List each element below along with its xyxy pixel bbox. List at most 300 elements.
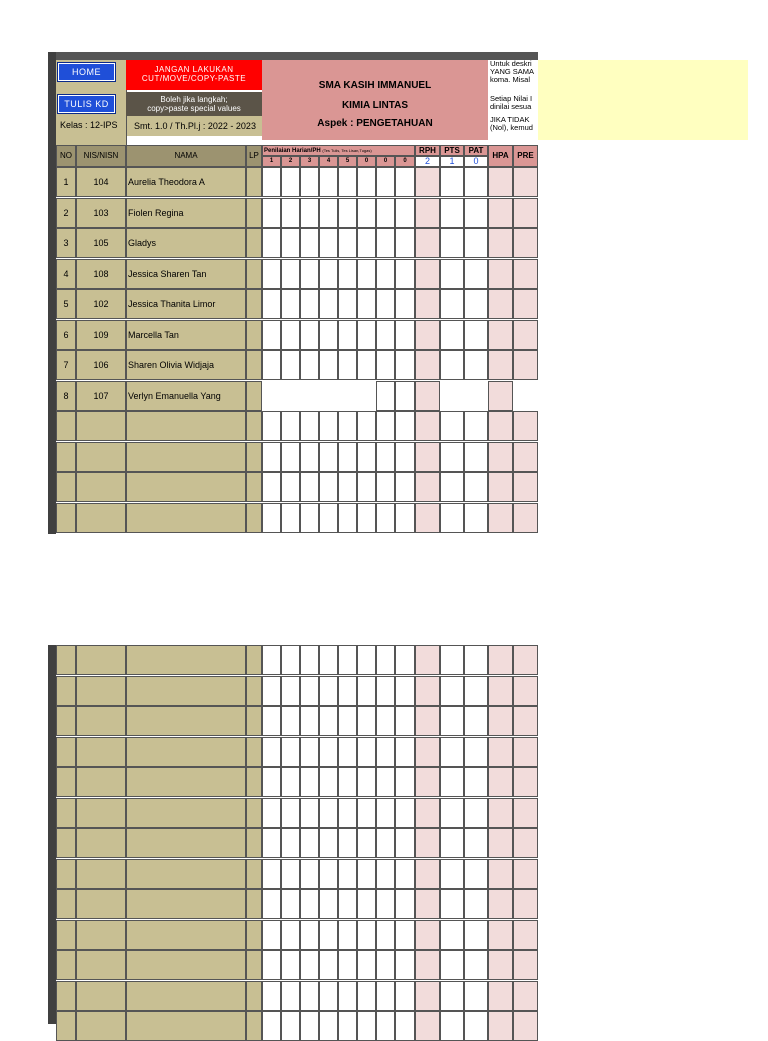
cell-lp[interactable] (246, 798, 262, 828)
cell-pat[interactable] (464, 259, 488, 289)
cell-no[interactable] (56, 889, 76, 919)
cell-ph-score[interactable] (338, 828, 357, 858)
cell-ph-score[interactable] (338, 350, 357, 380)
cell-pre[interactable] (513, 737, 538, 767)
cell-ph-score[interactable] (357, 289, 376, 319)
cell-pat[interactable] (464, 950, 488, 980)
cell-pre[interactable] (513, 767, 538, 797)
cell-ph-score[interactable] (357, 442, 376, 472)
cell-hpa[interactable] (488, 981, 513, 1011)
cell-ph-score[interactable] (395, 767, 415, 797)
cell-no[interactable] (56, 767, 76, 797)
cell-pre[interactable] (513, 676, 538, 706)
cell-ph-score[interactable] (395, 920, 415, 950)
cell-ph-score[interactable] (319, 167, 338, 197)
cell-ph-score[interactable] (300, 289, 319, 319)
cell-nis[interactable]: 102 (76, 289, 126, 319)
cell-ph-score[interactable] (357, 503, 376, 533)
cell-pat[interactable] (464, 350, 488, 380)
cell-pts[interactable] (440, 889, 464, 919)
cell-ph-score[interactable] (262, 676, 281, 706)
cell-pts[interactable] (440, 676, 464, 706)
cell-ph-score[interactable] (262, 889, 281, 919)
cell-nama[interactable]: Sharen Olivia Widjaja (126, 350, 246, 380)
cell-pre[interactable] (513, 503, 538, 533)
cell-pat[interactable] (464, 503, 488, 533)
cell-ph-score[interactable] (319, 1011, 338, 1041)
cell-nis[interactable]: 108 (76, 259, 126, 289)
cell-ph-score[interactable] (357, 706, 376, 736)
cell-ph-score[interactable] (357, 859, 376, 889)
cell-nama[interactable] (126, 767, 246, 797)
cell-nis[interactable] (76, 645, 126, 675)
cell-ph-score[interactable] (338, 503, 357, 533)
cell-ph-score[interactable] (338, 442, 357, 472)
cell-ph-score[interactable] (357, 950, 376, 980)
cell-ph-score[interactable] (357, 645, 376, 675)
cell-ph-score[interactable] (395, 320, 415, 350)
cell-hpa[interactable] (488, 442, 513, 472)
cell-ph-score[interactable] (395, 676, 415, 706)
cell-lp[interactable] (246, 1011, 262, 1041)
pat-weight[interactable]: 0 (464, 156, 488, 167)
cell-ph-score[interactable] (300, 442, 319, 472)
cell-ph-score[interactable] (357, 920, 376, 950)
cell-ph-score[interactable] (357, 167, 376, 197)
cell-ph-score[interactable] (376, 828, 395, 858)
cell-nama[interactable] (126, 981, 246, 1011)
cell-ph-score[interactable] (281, 706, 300, 736)
cell-ph-score[interactable] (281, 828, 300, 858)
cell-rph[interactable] (415, 737, 440, 767)
cell-ph-score[interactable] (319, 981, 338, 1011)
cell-pre[interactable] (513, 828, 538, 858)
cell-lp[interactable] (246, 350, 262, 380)
cell-nama[interactable] (126, 411, 246, 441)
cell-ph-score[interactable] (357, 798, 376, 828)
cell-nis[interactable] (76, 859, 126, 889)
cell-lp[interactable] (246, 472, 262, 502)
cell-nis[interactable] (76, 920, 126, 950)
cell-ph-score[interactable] (300, 767, 319, 797)
cell-ph-score[interactable] (395, 228, 415, 258)
cell-ph-score[interactable] (376, 503, 395, 533)
cell-ph-score[interactable] (262, 198, 281, 228)
cell-ph-score[interactable] (262, 767, 281, 797)
cell-pts[interactable] (440, 259, 464, 289)
cell-pat[interactable] (464, 798, 488, 828)
cell-ph-score[interactable] (395, 472, 415, 502)
cell-ph-score[interactable] (262, 320, 281, 350)
cell-ph-score[interactable] (395, 503, 415, 533)
cell-ph-score[interactable] (262, 259, 281, 289)
cell-ph-score[interactable] (338, 259, 357, 289)
cell-pts[interactable] (440, 950, 464, 980)
cell-ph-score[interactable] (319, 411, 338, 441)
cell-ph-score[interactable] (319, 920, 338, 950)
cell-ph-score[interactable] (281, 259, 300, 289)
cell-rph[interactable] (415, 1011, 440, 1041)
cell-pts[interactable] (440, 767, 464, 797)
cell-nama[interactable] (126, 859, 246, 889)
cell-rph[interactable] (415, 350, 440, 380)
cell-ph-score[interactable] (338, 889, 357, 919)
cell-pre[interactable] (513, 920, 538, 950)
cell-ph-score[interactable] (376, 472, 395, 502)
cell-ph-score[interactable] (319, 198, 338, 228)
cell-nis[interactable]: 109 (76, 320, 126, 350)
cell-rph[interactable] (415, 645, 440, 675)
cell-ph-score[interactable] (262, 859, 281, 889)
cell-rph[interactable] (415, 767, 440, 797)
cell-hpa[interactable] (488, 889, 513, 919)
cell-ph-score[interactable] (281, 889, 300, 919)
cell-ph-score[interactable] (300, 676, 319, 706)
cell-ph-score[interactable] (319, 798, 338, 828)
cell-ph-score[interactable] (357, 828, 376, 858)
cell-nama[interactable]: Jessica Sharen Tan (126, 259, 246, 289)
cell-pat[interactable] (464, 228, 488, 258)
cell-pts[interactable] (440, 828, 464, 858)
cell-pts[interactable] (440, 1011, 464, 1041)
cell-nis[interactable] (76, 767, 126, 797)
cell-pts[interactable] (440, 706, 464, 736)
cell-ph-score[interactable] (338, 767, 357, 797)
cell-no[interactable] (56, 859, 76, 889)
cell-ph-score[interactable] (376, 167, 395, 197)
cell-ph-score[interactable] (300, 706, 319, 736)
cell-ph-score[interactable] (262, 737, 281, 767)
cell-pat[interactable] (464, 198, 488, 228)
cell-pts[interactable] (440, 198, 464, 228)
cell-ph-score[interactable] (395, 381, 415, 411)
cell-ph-score[interactable] (319, 442, 338, 472)
cell-ph-score[interactable] (376, 950, 395, 980)
cell-pts[interactable] (440, 411, 464, 441)
cell-ph-score[interactable] (338, 676, 357, 706)
cell-pre[interactable] (513, 706, 538, 736)
cell-ph-score[interactable] (338, 472, 357, 502)
cell-ph-score[interactable] (376, 1011, 395, 1041)
cell-pat[interactable] (464, 411, 488, 441)
cell-ph-score[interactable] (262, 472, 281, 502)
cell-ph-score[interactable] (300, 167, 319, 197)
cell-ph-score[interactable] (357, 259, 376, 289)
cell-nis[interactable] (76, 706, 126, 736)
cell-nis[interactable]: 105 (76, 228, 126, 258)
cell-pat[interactable] (464, 320, 488, 350)
cell-hpa[interactable] (488, 706, 513, 736)
cell-rph[interactable] (415, 259, 440, 289)
cell-pts[interactable] (440, 320, 464, 350)
cell-ph-score[interactable] (376, 350, 395, 380)
cell-ph-score[interactable] (281, 350, 300, 380)
cell-rph[interactable] (415, 706, 440, 736)
cell-ph-score[interactable] (376, 645, 395, 675)
cell-ph-score[interactable] (281, 737, 300, 767)
cell-lp[interactable] (246, 503, 262, 533)
cell-pre[interactable] (513, 1011, 538, 1041)
cell-ph-score[interactable] (281, 472, 300, 502)
cell-ph-score[interactable] (300, 645, 319, 675)
cell-ph-score[interactable] (300, 472, 319, 502)
cell-ph-score[interactable] (395, 259, 415, 289)
cell-ph-score[interactable] (376, 259, 395, 289)
cell-hpa[interactable] (488, 320, 513, 350)
cell-pat[interactable] (464, 289, 488, 319)
cell-ph-score[interactable] (338, 228, 357, 258)
cell-pts[interactable] (440, 798, 464, 828)
cell-nis[interactable] (76, 472, 126, 502)
cell-ph-score[interactable] (262, 228, 281, 258)
cell-pre[interactable] (513, 472, 538, 502)
cell-ph-score[interactable] (338, 798, 357, 828)
cell-ph-score[interactable] (357, 767, 376, 797)
cell-ph-score[interactable] (376, 228, 395, 258)
cell-ph-score[interactable] (262, 503, 281, 533)
cell-nama[interactable] (126, 950, 246, 980)
cell-pre[interactable] (513, 950, 538, 980)
cell-ph-score[interactable] (395, 289, 415, 319)
cell-nis[interactable] (76, 442, 126, 472)
cell-ph-score[interactable] (338, 320, 357, 350)
cell-lp[interactable] (246, 228, 262, 258)
cell-pre[interactable] (513, 645, 538, 675)
cell-lp[interactable] (246, 676, 262, 706)
cell-ph-score[interactable] (338, 1011, 357, 1041)
cell-pts[interactable] (440, 920, 464, 950)
cell-ph-score[interactable] (338, 411, 357, 441)
cell-ph-score[interactable] (376, 706, 395, 736)
cell-ph-score[interactable] (319, 706, 338, 736)
cell-ph-score[interactable] (376, 676, 395, 706)
cell-pat[interactable] (464, 767, 488, 797)
cell-hpa[interactable] (488, 411, 513, 441)
cell-rph[interactable] (415, 228, 440, 258)
cell-ph-score[interactable] (376, 411, 395, 441)
cell-ph-score[interactable] (319, 676, 338, 706)
cell-ph-score[interactable] (319, 737, 338, 767)
cell-pts[interactable] (440, 503, 464, 533)
cell-hpa[interactable] (488, 228, 513, 258)
cell-ph-score[interactable] (262, 289, 281, 319)
cell-ph-score[interactable] (300, 503, 319, 533)
cell-pts[interactable] (440, 981, 464, 1011)
cell-ph-score[interactable] (357, 320, 376, 350)
cell-ph-score[interactable] (395, 889, 415, 919)
cell-rph[interactable] (415, 889, 440, 919)
cell-ph-score[interactable] (262, 920, 281, 950)
cell-rph[interactable] (415, 676, 440, 706)
cell-ph-score[interactable] (357, 228, 376, 258)
cell-pre[interactable] (513, 289, 538, 319)
cell-ph-score[interactable] (319, 828, 338, 858)
cell-ph-score[interactable] (300, 1011, 319, 1041)
cell-ph-score[interactable] (281, 228, 300, 258)
cell-lp[interactable] (246, 737, 262, 767)
cell-pre[interactable] (513, 228, 538, 258)
cell-ph-score[interactable] (262, 645, 281, 675)
cell-ph-score[interactable] (300, 737, 319, 767)
cell-ph-score[interactable] (376, 198, 395, 228)
cell-nama[interactable] (126, 472, 246, 502)
cell-no[interactable] (56, 828, 76, 858)
cell-pts[interactable] (440, 442, 464, 472)
cell-rph[interactable] (415, 381, 440, 411)
cell-ph-score[interactable] (300, 798, 319, 828)
cell-no[interactable] (56, 981, 76, 1011)
cell-ph-score[interactable] (338, 950, 357, 980)
cell-lp[interactable] (246, 289, 262, 319)
cell-nama[interactable] (126, 706, 246, 736)
cell-nama[interactable] (126, 442, 246, 472)
cell-hpa[interactable] (488, 737, 513, 767)
cell-ph-score[interactable] (357, 1011, 376, 1041)
cell-nis[interactable] (76, 798, 126, 828)
cell-lp[interactable] (246, 259, 262, 289)
cell-ph-score[interactable] (395, 411, 415, 441)
cell-hpa[interactable] (488, 503, 513, 533)
cell-ph-score[interactable] (338, 706, 357, 736)
cell-rph[interactable] (415, 798, 440, 828)
cell-ph-score[interactable] (357, 889, 376, 919)
cell-nama[interactable] (126, 798, 246, 828)
cell-ph-score[interactable] (319, 950, 338, 980)
cell-pre[interactable] (513, 350, 538, 380)
cell-lp[interactable] (246, 320, 262, 350)
cell-pat[interactable] (464, 920, 488, 950)
cell-nama[interactable] (126, 920, 246, 950)
cell-ph-score[interactable] (319, 259, 338, 289)
cell-nama[interactable] (126, 1011, 246, 1041)
cell-pts[interactable] (440, 645, 464, 675)
cell-ph-score[interactable] (338, 859, 357, 889)
cell-pat[interactable] (464, 1011, 488, 1041)
cell-ph-score[interactable] (357, 676, 376, 706)
cell-hpa[interactable] (488, 920, 513, 950)
cell-pts[interactable] (440, 289, 464, 319)
cell-lp[interactable] (246, 411, 262, 441)
cell-rph[interactable] (415, 411, 440, 441)
cell-no[interactable] (56, 706, 76, 736)
cell-nis[interactable] (76, 950, 126, 980)
cell-lp[interactable] (246, 920, 262, 950)
cell-nama[interactable]: Gladys (126, 228, 246, 258)
cell-nis[interactable]: 103 (76, 198, 126, 228)
cell-ph-score[interactable] (319, 228, 338, 258)
cell-lp[interactable] (246, 950, 262, 980)
cell-ph-score[interactable] (262, 442, 281, 472)
cell-pre[interactable] (513, 411, 538, 441)
cell-ph-score[interactable] (338, 198, 357, 228)
cell-pre[interactable] (513, 259, 538, 289)
cell-rph[interactable] (415, 198, 440, 228)
cell-ph-score[interactable] (281, 950, 300, 980)
cell-no[interactable]: 5 (56, 289, 76, 319)
cell-ph-score[interactable] (262, 167, 281, 197)
cell-lp[interactable] (246, 889, 262, 919)
cell-nama[interactable] (126, 676, 246, 706)
cell-ph-score[interactable] (262, 1011, 281, 1041)
cell-pat[interactable] (464, 828, 488, 858)
cell-ph-score[interactable] (376, 320, 395, 350)
cell-pre[interactable] (513, 981, 538, 1011)
cell-ph-score[interactable] (376, 920, 395, 950)
cell-ph-score[interactable] (300, 411, 319, 441)
cell-nama[interactable] (126, 889, 246, 919)
cell-no[interactable]: 8 (56, 381, 76, 411)
cell-hpa[interactable] (488, 198, 513, 228)
cell-ph-score[interactable] (395, 442, 415, 472)
cell-ph-score[interactable] (338, 737, 357, 767)
cell-nis[interactable]: 106 (76, 350, 126, 380)
cell-rph[interactable] (415, 320, 440, 350)
cell-rph[interactable] (415, 503, 440, 533)
cell-ph-score[interactable] (281, 645, 300, 675)
cell-lp[interactable] (246, 442, 262, 472)
cell-pts[interactable] (440, 737, 464, 767)
cell-ph-score[interactable] (300, 828, 319, 858)
cell-ph-score[interactable] (281, 442, 300, 472)
cell-rph[interactable] (415, 981, 440, 1011)
cell-ph-score[interactable] (300, 889, 319, 919)
cell-ph-score[interactable] (262, 350, 281, 380)
cell-rph[interactable] (415, 167, 440, 197)
cell-nama[interactable] (126, 828, 246, 858)
cell-ph-score[interactable] (319, 320, 338, 350)
cell-ph-score[interactable] (300, 320, 319, 350)
cell-nama[interactable] (126, 737, 246, 767)
cell-no[interactable] (56, 411, 76, 441)
cell-hpa[interactable] (488, 767, 513, 797)
tulis-kd-button[interactable]: TULIS KD (58, 95, 115, 113)
cell-ph-score[interactable] (300, 259, 319, 289)
cell-ph-score[interactable] (395, 981, 415, 1011)
cell-nis[interactable]: 107 (76, 381, 126, 411)
cell-hpa[interactable] (488, 167, 513, 197)
cell-hpa[interactable] (488, 798, 513, 828)
cell-ph-score[interactable] (376, 981, 395, 1011)
cell-pat[interactable] (464, 472, 488, 502)
cell-pat[interactable] (464, 167, 488, 197)
cell-nis[interactable] (76, 411, 126, 441)
cell-rph[interactable] (415, 920, 440, 950)
cell-ph-score[interactable] (262, 981, 281, 1011)
cell-ph-score[interactable] (338, 920, 357, 950)
cell-ph-score[interactable] (357, 981, 376, 1011)
cell-ph-score[interactable] (300, 350, 319, 380)
cell-no[interactable]: 3 (56, 228, 76, 258)
cell-pat[interactable] (464, 442, 488, 472)
cell-lp[interactable] (246, 381, 262, 411)
cell-pre[interactable] (513, 442, 538, 472)
cell-hpa[interactable] (488, 289, 513, 319)
cell-rph[interactable] (415, 289, 440, 319)
cell-ph-score[interactable] (376, 798, 395, 828)
cell-hpa[interactable] (488, 828, 513, 858)
cell-ph-score[interactable] (395, 828, 415, 858)
cell-ph-score[interactable] (338, 645, 357, 675)
cell-pat[interactable] (464, 645, 488, 675)
cell-ph-score[interactable] (281, 981, 300, 1011)
cell-nama[interactable]: Jessica Thanita Limor (126, 289, 246, 319)
cell-hpa[interactable] (488, 950, 513, 980)
cell-pat[interactable] (464, 737, 488, 767)
cell-no[interactable]: 1 (56, 167, 76, 197)
cell-ph-score[interactable] (300, 859, 319, 889)
cell-ph-score[interactable] (262, 798, 281, 828)
cell-pts[interactable] (440, 167, 464, 197)
